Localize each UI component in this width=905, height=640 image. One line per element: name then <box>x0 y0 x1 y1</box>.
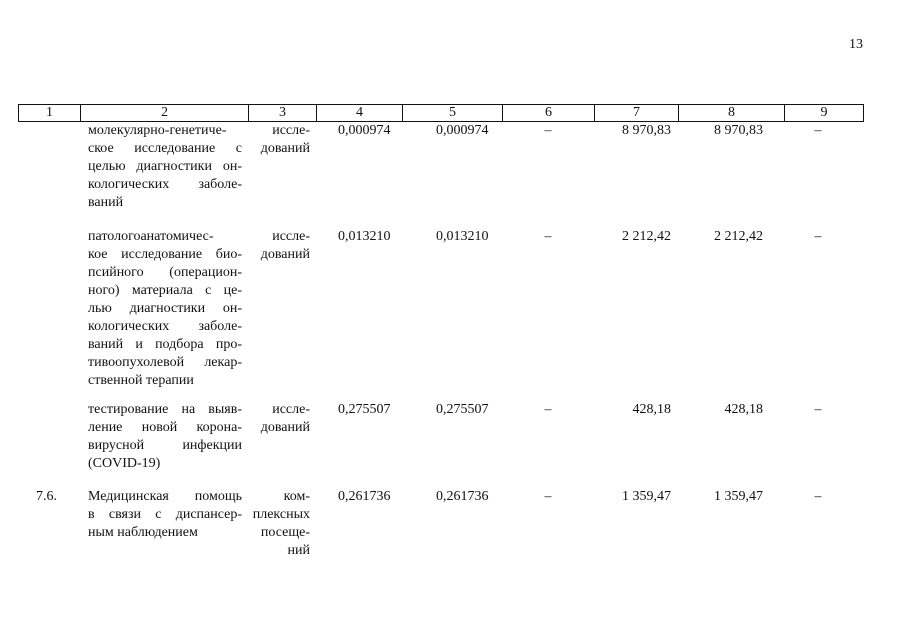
row-unit-line: иссле- <box>272 229 310 244</box>
row-col-6: – <box>544 229 552 244</box>
row-col-7: 428,18 <box>632 402 671 417</box>
row-col-9: – <box>814 402 822 417</box>
row-name-line: ление новой корона- <box>88 420 242 435</box>
row-name-line: ваний и подбора про- <box>88 337 242 352</box>
header-col-5: 5 <box>403 105 503 121</box>
row-unit-line: посеще- <box>260 525 310 540</box>
header-col-7: 7 <box>595 105 679 121</box>
row-unit <box>248 488 310 560</box>
header-col-4: 4 <box>317 105 403 121</box>
row-col-7: 2 212,42 <box>622 229 671 244</box>
row-col-5: 0,000974 <box>436 123 489 138</box>
row-name-line: вирусной инфекции <box>88 438 242 453</box>
row-unit-line: иссле- <box>272 402 310 417</box>
data-table <box>18 104 864 558</box>
header-col-9: 9 <box>820 105 828 120</box>
row-name <box>88 228 242 390</box>
row-col-7: 1 359,47 <box>622 489 671 504</box>
row-unit <box>248 122 310 158</box>
row-col-5: 0,013210 <box>436 229 489 244</box>
header-col-3: 3 <box>249 105 317 121</box>
row-col-6: – <box>544 402 552 417</box>
row-name-line: кологических заболе- <box>88 319 242 334</box>
row-col-9: – <box>814 123 822 138</box>
row-col-8: 8 970,83 <box>714 123 763 138</box>
table-header-row <box>18 104 864 122</box>
page-number: 13 <box>849 37 863 52</box>
row-unit-line: дований <box>260 420 310 435</box>
row-col-8: 428,18 <box>724 402 763 417</box>
row-name-line: ного) материала с це- <box>88 283 242 298</box>
row-col-7: 8 970,83 <box>622 123 671 138</box>
row-col-5: 0,261736 <box>436 489 489 504</box>
header-col-2: 2 <box>81 105 249 121</box>
row-number: 7.6. <box>36 489 57 504</box>
row-name-line: ственной терапии <box>88 373 194 388</box>
header-col-6: 6 <box>503 105 595 121</box>
row-col-9: – <box>814 229 822 244</box>
row-col-5: 0,275507 <box>436 402 489 417</box>
row-unit <box>248 228 310 264</box>
row-name-line: псийного (операцион- <box>88 265 242 280</box>
row-name-line: кое исследование био- <box>88 247 242 262</box>
row-unit-line: дований <box>260 141 310 156</box>
row-name-line: в связи с диспансер- <box>88 507 242 522</box>
row-name-line: целью диагностики он- <box>88 159 242 174</box>
row-name <box>88 122 242 212</box>
row-unit-line: ний <box>287 543 310 558</box>
row-col-6: – <box>544 123 552 138</box>
row-col-8: 1 359,47 <box>714 489 763 504</box>
row-unit-line: плексных <box>252 507 310 522</box>
row-name-line: лью диагностики он- <box>88 301 242 316</box>
row-name-line: ным наблюдением <box>88 525 198 540</box>
row-unit-line: иссле- <box>272 123 310 138</box>
row-col-4: 0,261736 <box>338 489 391 504</box>
row-name-line: патологоанатомичес- <box>88 229 214 244</box>
row-name-line: тивоопухолевой лекар- <box>88 355 242 370</box>
row-name <box>88 488 242 542</box>
row-col-8: 2 212,42 <box>714 229 763 244</box>
header-col-1: 1 <box>19 105 81 121</box>
row-name-line: тестирование на выяв- <box>88 402 242 417</box>
row-unit <box>248 401 310 437</box>
header-col-8: 8 <box>679 105 785 121</box>
row-name <box>88 401 242 473</box>
row-name-line: ваний <box>88 195 124 210</box>
row-name-line: (COVID-19) <box>88 456 161 471</box>
row-name-line: кологических заболе- <box>88 177 242 192</box>
row-col-4: 0,275507 <box>338 402 391 417</box>
row-unit-line: дований <box>260 247 310 262</box>
row-name-line: ское исследование с <box>88 141 242 156</box>
row-col-4: 0,000974 <box>338 123 391 138</box>
row-name-line: Медицинская помощь <box>88 489 242 504</box>
row-col-6: – <box>544 489 552 504</box>
row-name-line: молекулярно-генетиче- <box>88 123 227 138</box>
row-unit-line: ком- <box>283 489 310 504</box>
row-col-4: 0,013210 <box>338 229 391 244</box>
row-col-9: – <box>814 489 822 504</box>
